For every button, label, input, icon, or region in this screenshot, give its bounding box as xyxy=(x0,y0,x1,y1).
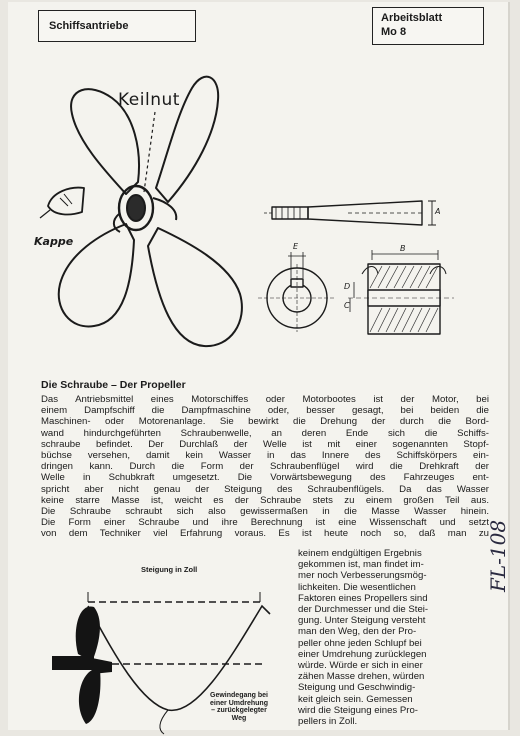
text-line: zähen Masse drehen, würden xyxy=(298,671,425,683)
text-line: gung. Unter Steigung versteht xyxy=(298,615,426,627)
pitch-label: Steigung in Zoll xyxy=(141,565,198,574)
text-line: wird die Steigung eines Pro- xyxy=(298,704,418,716)
text-line: einer Umdrehung zurücklegen xyxy=(298,648,427,660)
text-line: keine starre Masse ist, weicht es der Schraube stets zu einem großen Teil aus. xyxy=(41,494,489,506)
text-line: würde. Würde er sich in einer xyxy=(298,660,423,672)
column-text xyxy=(298,548,484,727)
sheet-type: Arbeitsblatt xyxy=(381,12,443,24)
text-line: wand hindurchgeführten Schraubenwelle, an deren Ende sich die Schiffs- xyxy=(41,427,489,439)
hub-front-view xyxy=(258,252,336,332)
dim-d-label: D xyxy=(344,282,351,291)
cap-label: Kappe xyxy=(34,235,74,248)
text-line: peller ohne jeden Schlupf bei xyxy=(298,637,422,649)
text-line: Die Schraube schraubt sich also gewissermaßen in die Masse Wasser hinein. xyxy=(41,506,489,518)
hub-section-view xyxy=(348,250,454,334)
text-line: spricht aber nicht genau der Steigung des Schraubenflügels. Da das Wasser xyxy=(41,483,489,495)
keyway-pointer xyxy=(144,112,155,192)
text-line: von dem Techniker viel Erfahrung voraus. Es ist heute noch so, daß man zu xyxy=(41,528,489,540)
cap-shape xyxy=(48,188,84,215)
thread-label-line: Weg xyxy=(231,714,247,722)
dim-b-label: B xyxy=(400,244,406,253)
text-line: gekommen ist, man findet im- xyxy=(298,559,424,571)
text-line: dringen kann. Durch die Form der Schraubenflügel wird die Drehkraft der xyxy=(41,461,489,473)
text-line: Faktoren eines Propellers sind xyxy=(298,592,428,604)
shaft-side-view xyxy=(264,201,436,225)
text-line: der Durchmesser und die Stei- xyxy=(298,604,429,616)
worksheet-page xyxy=(8,2,508,730)
handwritten-margin-note: FL-108 xyxy=(486,519,510,592)
text-line: Die Form einer Schraube und ihre Berechnung ist eine Wissenschaft und setzt xyxy=(41,517,489,529)
thread-label-line: Gewindegang bei xyxy=(210,692,268,699)
text-line: büchse versehen, damit kein Wasser in das Innere des Schiffskörpers ein- xyxy=(41,450,489,462)
thread-label-line: einer Umdrehung xyxy=(210,699,268,707)
text-line: pellers in Zoll. xyxy=(298,716,358,728)
sheet-number: Mo 8 xyxy=(381,26,407,38)
body-paragraph xyxy=(41,394,489,540)
hub-bore xyxy=(127,195,145,221)
blade-lower-right xyxy=(148,228,242,346)
thread-label-line: – zurückgelegter xyxy=(211,707,267,715)
dim-c-label: C xyxy=(344,301,350,310)
text-line: man den Weg, den der Pro- xyxy=(298,626,417,638)
text-line: schraube befindet. Der Durchlaß der Welle ist mit einer sogenannten Stopf- xyxy=(41,438,489,450)
dim-a-label: A xyxy=(435,207,441,216)
propeller-silhouette xyxy=(52,606,112,724)
text-line: Welle in Schubkraft umgesetzt. Die Vorwärtsbewegung des Fahrzeuges ent- xyxy=(41,472,489,484)
section-title: Die Schraube – Der Propeller xyxy=(41,379,186,391)
text-line: einem Dampfschiff die Dampfmaschine oder, besser gesagt, bei beiden die xyxy=(41,405,489,417)
text-line: Steigung und Geschwindig- xyxy=(298,682,416,694)
keyway-label: Keilnut xyxy=(118,90,180,110)
dim-e-label: E xyxy=(293,242,299,251)
subject-title: Schiffsantriebe xyxy=(49,20,129,32)
text-line: mer noch Verbesserungsmög- xyxy=(298,570,427,582)
text-line: keinem endgültigen Ergebnis xyxy=(298,548,422,559)
text-line: Das Antriebsmittel eines Motorschiffes oder Motorbootes ist der Motor, bei xyxy=(41,394,489,405)
text-line: Maschinen- oder Motorenanlage. Sie bewirkt die Drehung der durch die Bord- xyxy=(41,416,489,428)
propeller-figure xyxy=(8,2,508,374)
text-line: lichkeiten. Die wesentlichen xyxy=(298,581,416,593)
thread-label xyxy=(194,692,284,722)
text-line: keit gleich sein. Gemessen xyxy=(298,693,413,705)
